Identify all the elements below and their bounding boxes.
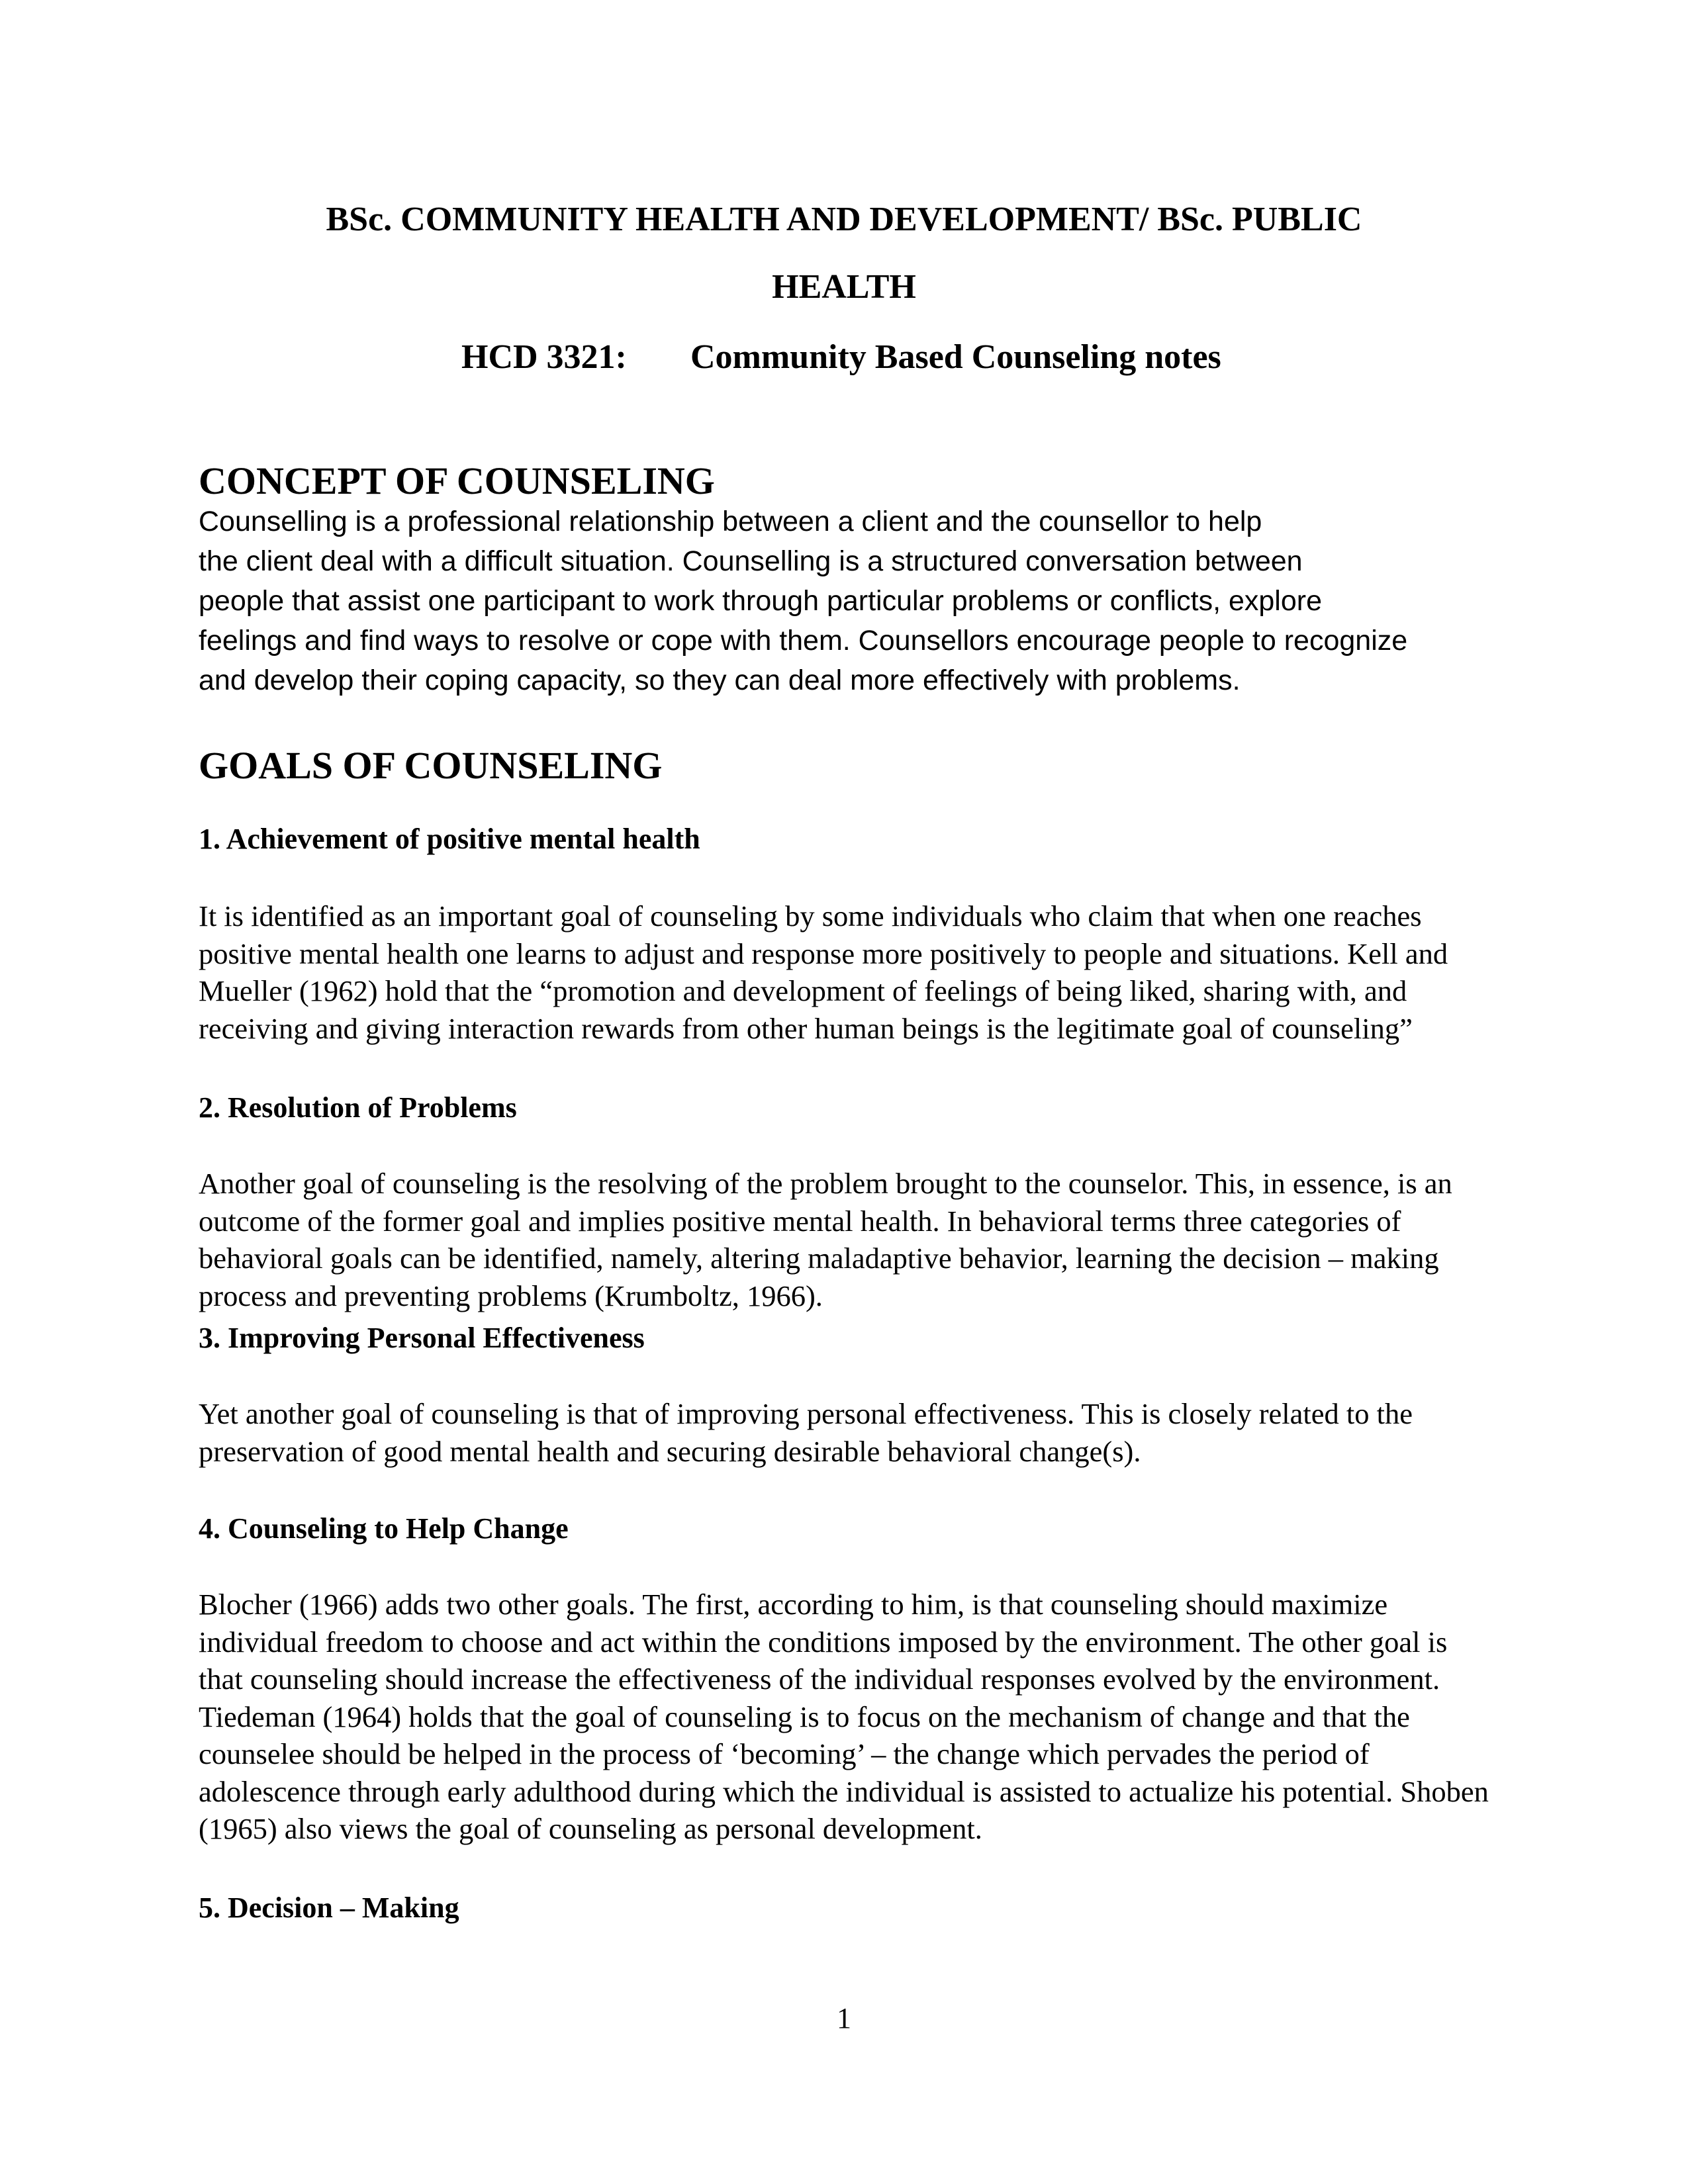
concept-line: people that assist one participant to work through particular problems or conflicts, explore xyxy=(199,585,1322,617)
concept-line: Counselling is a professional relationship between a client and the counsellor to help xyxy=(199,506,1262,537)
concept-line: feelings and find ways to resolve or cope with them. Counsellors encourage people to recognize xyxy=(199,625,1408,657)
goal-heading-resolution-of-problems: 2. Resolution of Problems xyxy=(199,1091,517,1124)
section-heading-goals: GOALS OF COUNSELING xyxy=(199,744,663,787)
goal-body-resolution-of-problems: Another goal of counseling is the resolving of the problem brought to the counselor. This, in essence, is an outcome of the former goal and implies positive mental health. In behavioral terms three categories of behavioral goals can be identified, namely, altering maladaptive behavior, learning the decision – making process and preventing problems (Krumboltz, 1966). xyxy=(199,1167,1452,1312)
section-heading-concept: CONCEPT OF COUNSELING xyxy=(199,459,715,502)
course-title: Community Based Counseling notes xyxy=(690,338,1221,376)
goal-body-help-change: Blocher (1966) adds two other goals. The first, according to him, is that counseling should maximize individual freedom to choose and act within the conditions imposed by the environment. The other goal is that counseling should increase the effectiveness of the individual responses evolved by the environment. Tiedeman (1964) holds that the goal of counseling is to focus on the mechanism of change and that the counselee should be helped in the process of ‘becoming’ – the change which pervades the period of adolescence through early adulthood during which the individual is assisted to actualize his potential. Shoben (1965) also views the goal of counseling as personal development. xyxy=(199,1588,1489,1845)
course-code: HCD 3321: xyxy=(461,338,627,376)
goal-heading-help-change: 4. Counseling to Help Change xyxy=(199,1512,569,1545)
goal-body-personal-effectiveness: Yet another goal of counseling is that of improving personal effectiveness. This is closely related to the preservation of good mental health and securing desirable behavioral change(s). xyxy=(199,1397,1413,1468)
goal-heading-positive-mental-health: 1. Achievement of positive mental health xyxy=(199,823,700,855)
goal-heading-personal-effectiveness: 3. Improving Personal Effectiveness xyxy=(199,1322,645,1354)
goal-body-positive-mental-health: It is identified as an important goal of counseling by some individuals who claim that when one reaches positive mental health one learns to adjust and response more positively to people and situations. Kell and Mueller (1962) hold that the “promotion and development of feelings of being liked, sharing with, and receiving and giving interaction rewards from other human beings is the legitimate goal of counseling” xyxy=(199,899,1448,1045)
document-title-line-2: HEALTH xyxy=(772,268,916,306)
document-title-line-1: BSc. COMMUNITY HEALTH AND DEVELOPMENT/ BSc. PUBLIC xyxy=(326,201,1362,238)
page-number: 1 xyxy=(837,2002,851,2034)
goal-heading-decision-making: 5. Decision – Making xyxy=(199,1891,459,1924)
concept-line: and develop their coping capacity, so they can deal more effectively with problems. xyxy=(199,664,1241,696)
concept-line: the client deal with a difficult situation. Counselling is a structured conversation between xyxy=(199,545,1303,577)
